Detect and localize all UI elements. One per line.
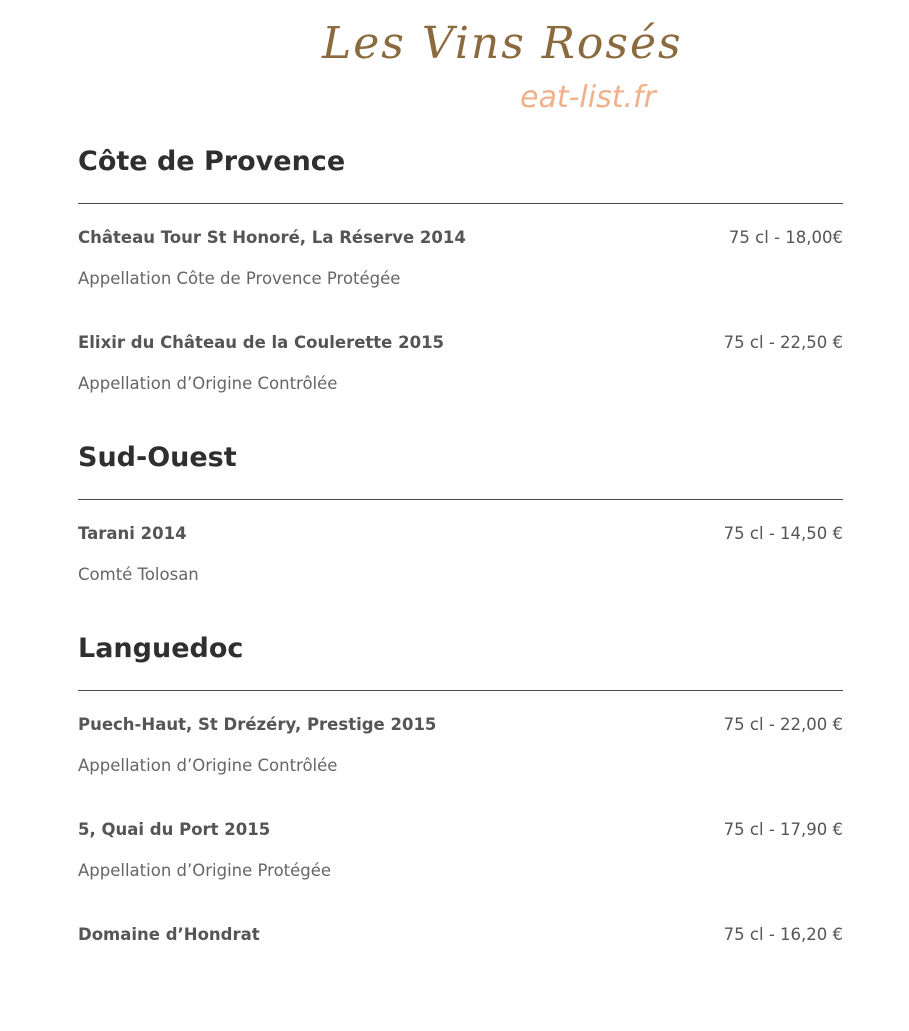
wine-item	[78, 715, 843, 778]
wine-name: Elixir du Château de la Coulerette 2015	[78, 333, 445, 352]
section-languedoc	[78, 627, 843, 947]
wine-price: 75 cl - 17,90 €	[723, 820, 843, 839]
section-sud-ouest	[78, 436, 843, 587]
wine-price: 75 cl - 16,20 €	[723, 925, 843, 944]
section-divider	[78, 690, 843, 691]
wine-name: Domaine d’Hondrat	[78, 925, 260, 944]
wine-item-row	[78, 925, 843, 947]
page-title: Les Vins Rosés	[322, 18, 683, 69]
wine-item-row	[78, 228, 843, 250]
wine-item	[78, 524, 843, 587]
wine-price: 75 cl - 14,50 €	[723, 524, 843, 543]
wine-name: Tarani 2014	[78, 524, 187, 543]
wine-description: Appellation d’Origine Contrôlée	[78, 374, 338, 393]
wine-item-row	[78, 820, 843, 842]
section-title: Sud-Ouest	[78, 442, 237, 473]
wine-item	[78, 333, 843, 396]
section-divider	[78, 203, 843, 204]
wine-price: 75 cl - 22,50 €	[723, 333, 843, 352]
wine-price: 75 cl - 22,00 €	[723, 715, 843, 734]
wine-item	[78, 820, 843, 883]
wine-item-row	[78, 333, 843, 355]
section-title: Côte de Provence	[78, 146, 346, 177]
wine-item-row	[78, 524, 843, 546]
wine-name: Puech-Haut, St Drézéry, Prestige 2015	[78, 715, 437, 734]
page-header	[0, 0, 909, 130]
wine-description: Appellation d’Origine Contrôlée	[78, 756, 338, 775]
wine-name: Château Tour St Honoré, La Réserve 2014	[78, 228, 466, 247]
wine-menu	[78, 140, 843, 947]
wine-description: Appellation d’Origine Protégée	[78, 861, 332, 880]
wine-description: Appellation Côte de Provence Protégée	[78, 269, 401, 288]
watermark-text: eat-list.fr	[520, 80, 656, 115]
section-divider	[78, 499, 843, 500]
wine-description: Comté Tolosan	[78, 565, 199, 584]
section-title: Languedoc	[78, 633, 244, 664]
wine-item-row	[78, 715, 843, 737]
wine-item	[78, 925, 843, 947]
wine-name: 5, Quai du Port 2015	[78, 820, 271, 839]
section-cote-de-provence	[78, 140, 843, 396]
wine-item	[78, 228, 843, 291]
wine-price: 75 cl - 18,00€	[728, 228, 843, 247]
